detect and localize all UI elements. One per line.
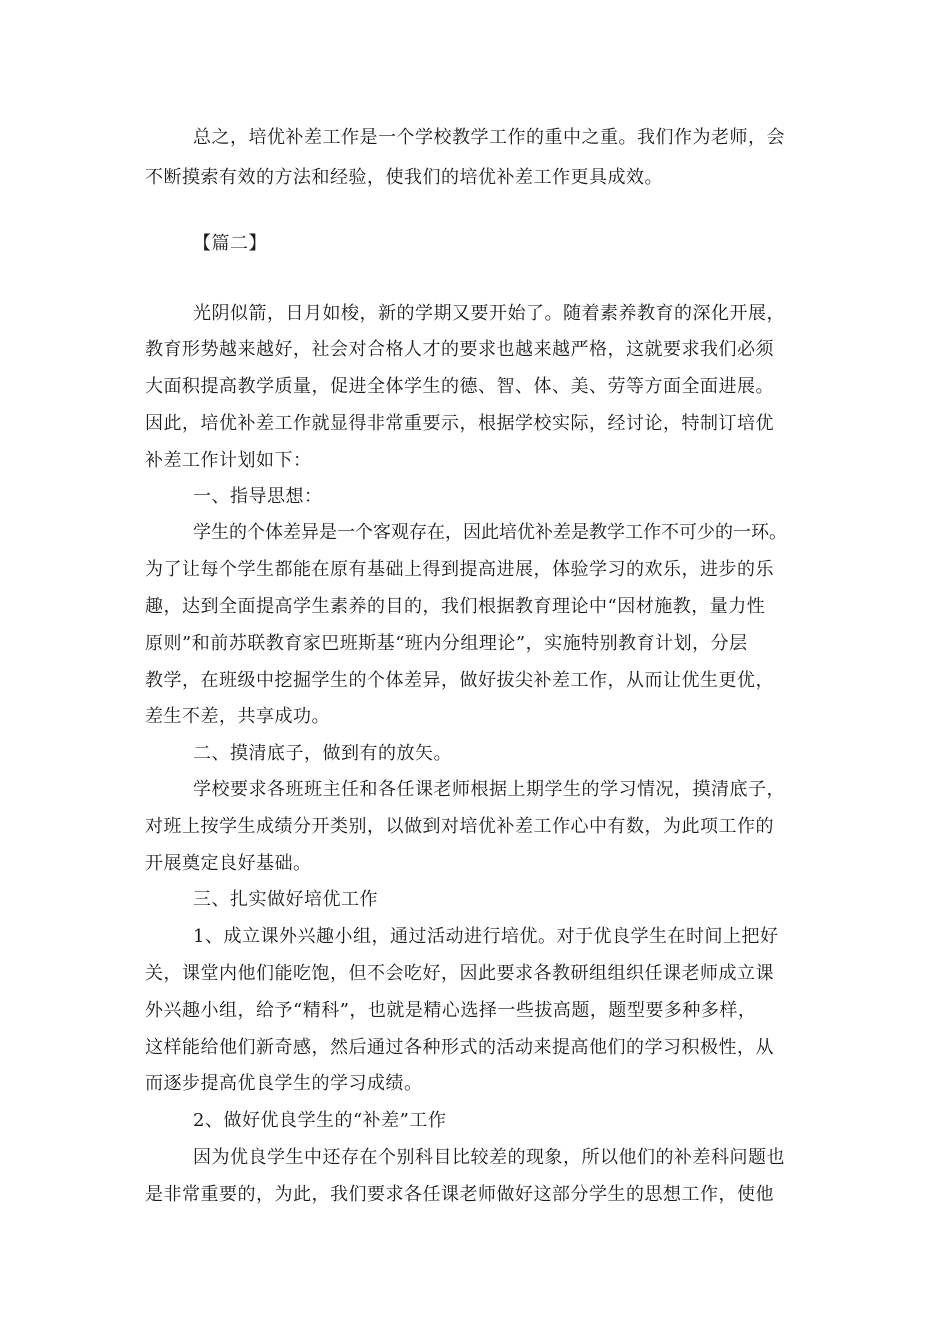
intro-line-1: 总之，培优补差工作是一个学校教学工作的重中之重。我们作为老师，会 [193,127,785,148]
p4-line-5: 而逐步提高优良学生的学习成绩。 [145,1073,423,1094]
heading-excellent-work: 三、扎实做好培优工作 [193,889,378,910]
p4-line-3: 外兴趣小组，给予“精科”，也就是精心选择一些拔高题，题型要多种多样， [145,1000,757,1021]
p3-line-2: 对班上按学生成绩分开类别，以做到对培优补差工作心中有数，为此项工作的 [145,816,774,837]
heading-know-the-basis: 二、摸清底子，做到有的放矢。 [193,743,452,764]
p2-line-6: 差生不差，共享成功。 [145,706,330,727]
p2-line-2: 为了让每个学生都能在原有基础上得到提高进展，体验学习的欢乐，进步的乐 [145,559,774,580]
p1-line-5: 补差工作计划如下： [145,450,312,471]
intro-line-2: 不断摸索有效的方法和经验，使我们的培优补差工作更具成效。 [145,167,663,188]
p2-line-1: 学生的个体差异是一个客观存在，因此培优补差是教学工作不可少的一环。 [193,522,787,543]
p5-line-1: 因为优良学生中还存在个别科目比较差的现象，所以他们的补差科问题也 [193,1147,785,1168]
p4-line-4: 这样能给他们新奇感，然后通过各种形式的活动来提高他们的学习积极性，从 [145,1037,774,1058]
section-title: 【篇二】 [193,233,267,254]
p3-line-1: 学校要求各班班主任和各任课老师根据上期学生的学习情况，摸清底子， [193,779,785,800]
p4-line-1: 1、成立课外兴趣小组，通过活动进行培优。对于优良学生在时间上把好 [193,926,779,947]
p3-line-3: 开展奠定良好基础。 [145,853,312,874]
p2-line-3: 趣，达到全面提高学生素养的目的，我们根据教育理论中“因材施教，量力性 [145,596,766,617]
p1-line-4: 因此，培优补差工作就显得非常重要示，根据学校实际，经讨论，特制订培优 [145,413,774,434]
p5-line-2: 是非常重要的，为此，我们要求各任课老师做好这部分学生的思想工作，使他 [145,1184,774,1205]
p1-line-1: 光阴似箭，日月如梭，新的学期又要开始了。随着素养教育的深化开展， [193,303,785,324]
p1-line-3: 大面积提高教学质量，促进全体学生的德、智、体、美、劳等方面全面进展。 [145,376,774,397]
p2-line-5: 教学，在班级中挖掘学生的个体差异，做好拔尖补差工作，从而让优生更优， [145,670,774,691]
p2-line-4: 原则”和前苏联教育家巴班斯基“班内分组理论”，实施特别教育计划，分层 [145,633,748,654]
heading-guiding-thought: 一、指导思想： [193,486,323,507]
p1-line-2: 教育形势越来越好，社会对合格人才的要求也越来越严格，这就要求我们必须 [145,339,774,360]
p4-line-2: 关，课堂内他们能吃饱，但不会吃好，因此要求各教研组组织任课老师成立课 [145,963,774,984]
heading-remedial-work: 2、做好优良学生的“补差”工作 [193,1110,447,1131]
